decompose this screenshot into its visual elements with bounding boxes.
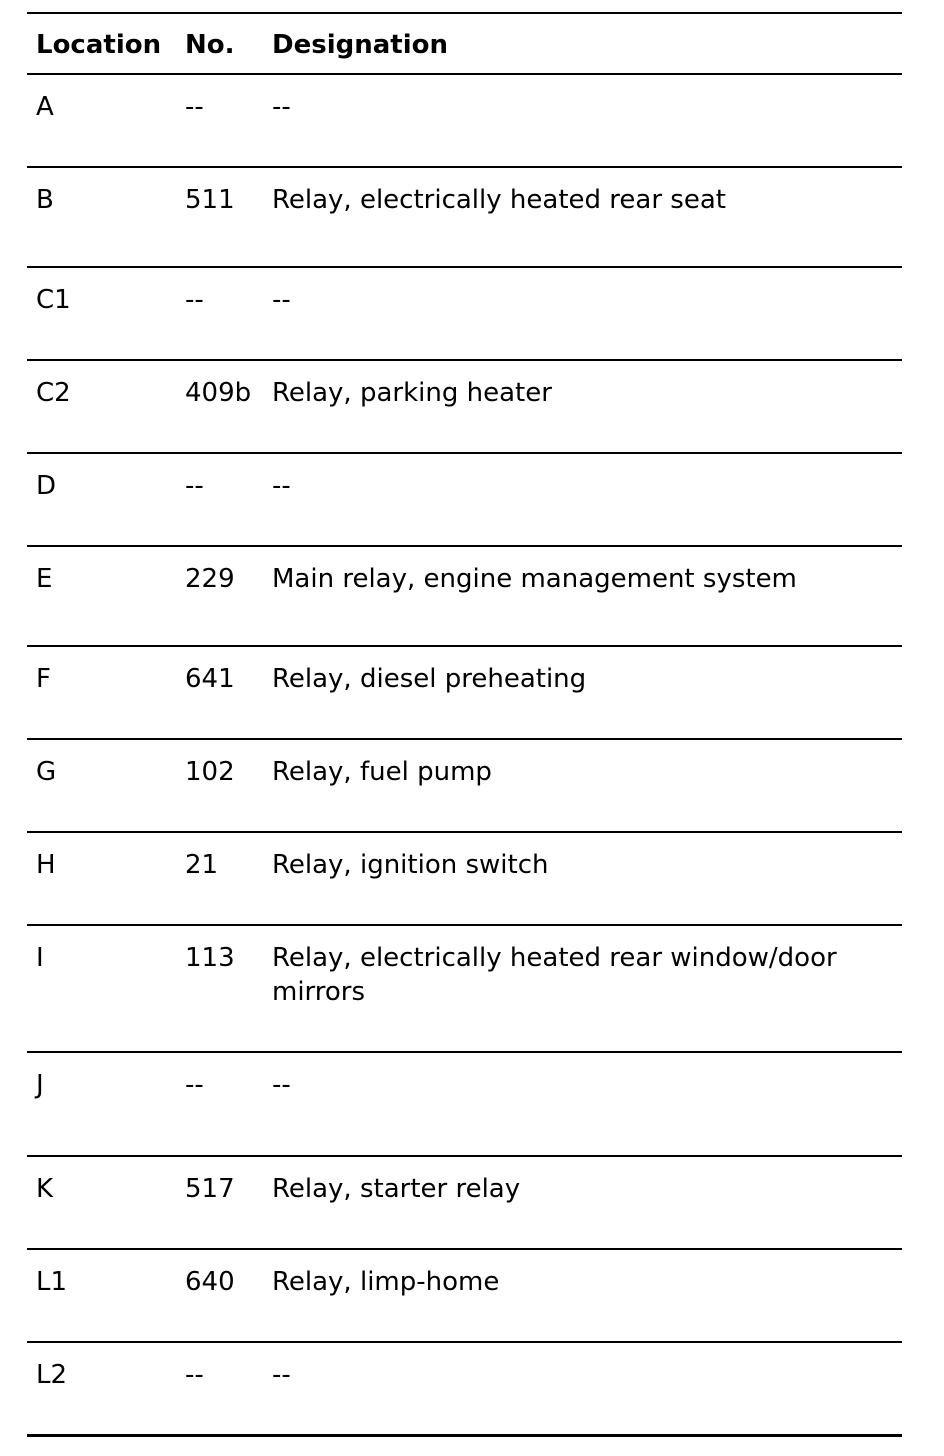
table-row — [27, 359, 902, 452]
relay-table — [27, 12, 902, 1437]
table-row — [27, 924, 902, 1051]
cell-designation: Main relay, engine management system — [272, 564, 797, 594]
header-location: Location — [36, 30, 162, 60]
table-row — [27, 1341, 902, 1434]
cell-designation: Relay, electrically heated rear window/door mirrors — [272, 943, 837, 1007]
cell-location: C2 — [36, 378, 71, 408]
cell-designation: -- — [272, 1360, 291, 1390]
cell-no: -- — [185, 471, 204, 501]
cell-location: K — [36, 1174, 54, 1204]
table-row — [27, 1155, 902, 1248]
cell-designation: Relay, starter relay — [272, 1174, 521, 1204]
cell-no: 517 — [185, 1174, 235, 1204]
cell-location: L1 — [36, 1267, 68, 1297]
table-row — [27, 545, 902, 645]
table-row — [27, 645, 902, 738]
cell-no: 113 — [185, 943, 235, 973]
table-row — [27, 73, 902, 166]
cell-location: C1 — [36, 285, 71, 315]
cell-no: 640 — [185, 1267, 235, 1297]
cell-no: -- — [185, 285, 204, 315]
cell-no: 21 — [185, 850, 219, 880]
cell-location: F — [36, 664, 51, 694]
cell-designation: -- — [272, 1070, 291, 1100]
cell-no: -- — [185, 1070, 204, 1100]
table-row — [27, 452, 902, 545]
cell-no: 229 — [185, 564, 235, 594]
cell-designation: -- — [272, 92, 291, 122]
cell-location: H — [36, 850, 56, 880]
header-no: No. — [185, 30, 235, 60]
cell-location: B — [36, 185, 54, 215]
cell-designation: Relay, diesel preheating — [272, 664, 587, 694]
cell-location: L2 — [36, 1360, 68, 1390]
cell-no: 511 — [185, 185, 235, 215]
table-row — [27, 266, 902, 359]
table-row — [27, 831, 902, 924]
cell-location: E — [36, 564, 53, 594]
cell-designation: Relay, parking heater — [272, 378, 552, 408]
cell-designation: Relay, ignition switch — [272, 850, 549, 880]
cell-designation: Relay, fuel pump — [272, 757, 492, 787]
table-row — [27, 1248, 902, 1341]
cell-designation: Relay, limp-home — [272, 1267, 500, 1297]
cell-location: A — [36, 92, 54, 122]
cell-location: I — [36, 943, 44, 973]
cell-no: 641 — [185, 664, 235, 694]
table-row — [27, 166, 902, 266]
cell-designation: Relay, electrically heated rear seat — [272, 185, 726, 215]
table-row — [27, 1051, 902, 1155]
cell-no: 409b — [185, 378, 252, 408]
cell-no: 102 — [185, 757, 235, 787]
cell-location: J — [36, 1070, 44, 1100]
table-row — [27, 738, 902, 831]
cell-no: -- — [185, 1360, 204, 1390]
cell-location: D — [36, 471, 57, 501]
header-designation: Designation — [272, 30, 448, 60]
cell-designation: -- — [272, 285, 291, 315]
table-header-row — [27, 14, 902, 73]
cell-designation: -- — [272, 471, 291, 501]
cell-no: -- — [185, 92, 204, 122]
cell-location: G — [36, 757, 57, 787]
